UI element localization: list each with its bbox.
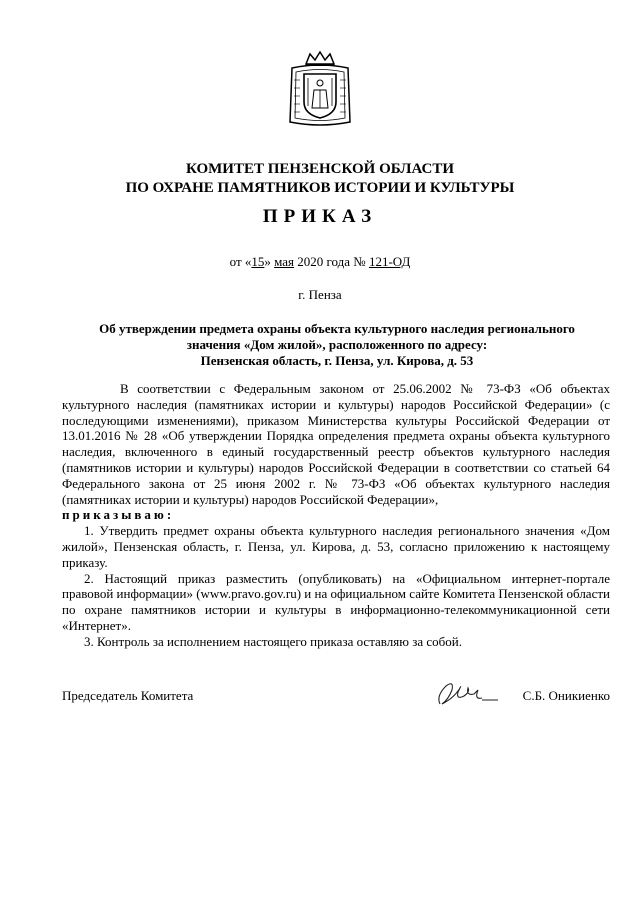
coat-of-arms-icon <box>286 50 354 128</box>
order-item-1: 1. Утвердить предмет охраны объекта культурного наследия регионального значения «Дом жилой», Пензенская область, г. Пенза, ул. Кирова, д. 53, согласно приложению к настоящему приказу. <box>62 523 610 570</box>
signer-name: С.Б. Оникиенко <box>522 688 610 703</box>
preamble-paragraph <box>62 381 610 523</box>
committee-line-1: КОМИТЕТ ПЕНЗЕНСКОЙ ОБЛАСТИ <box>185 161 455 177</box>
order-item-3: 3. Контроль за исполнением настоящего приказа оставляю за собой. <box>84 633 462 649</box>
subject-line-1: Об утверждении предмета охраны объекта культурного наследия регионального <box>99 321 575 336</box>
subject-line-3: Пензенская область, г. Пенза, ул. Кирова, д. 53 <box>200 353 474 368</box>
date-day: 15 <box>251 254 265 269</box>
date-year: 2020 года № <box>294 254 369 269</box>
order-body <box>62 381 610 650</box>
committee-line-2: ПО ОХРАНЕ ПАМЯТНИКОВ ИСТОРИИ И КУЛЬТУРЫ <box>125 180 515 196</box>
order-item-2: 2. Настоящий приказ разместить (опубликовать) на «Официальном интернет-портале правовой информации» (www.pravo.gov.ru) и на официальном сайте Комитета Пензенской области по охране памятников истории и культуры в информационно-телекоммуникационной сети «Интернет». <box>62 570 610 633</box>
preamble-text: В соответствии с Федеральным законом от 25.06.2002 № 73-ФЗ «Об объектах культурного наследия (памятниках истории и культуры) народов Российской Федерации» (с последующими изменениями), приказом Министерства культуры Российской Федерации от 13.01.2016 № 28 «Об утверждении Порядка определения предмета охраны объекта культурного наследия, включенного в единый государственный реестр объектов культурного наследия (памятников истории и культуры) народов Российской Федерации в соответствии со статьей 64 Федерального закона от 25 июня 2002 г. № 73-ФЗ «Об объектах культурного наследия (памятниках истории и культуры) народов Российской Федерации», <box>62 381 610 507</box>
date-prefix: от « <box>229 254 252 269</box>
order-word: приказываю: <box>62 507 175 523</box>
order-number: 121-ОД <box>368 254 411 269</box>
handwritten-signature-icon <box>432 676 502 710</box>
subject-line-2: значения «Дом жилой», расположенного по адресу: <box>186 337 488 352</box>
order-date-line <box>0 254 640 270</box>
signer-title: Председатель Комитета <box>62 688 194 703</box>
city: г. Пенза <box>298 287 342 302</box>
committee-name <box>0 160 640 198</box>
order-subject <box>62 321 612 369</box>
date-mid: » <box>264 254 275 269</box>
order-title: ПРИКАЗ <box>262 206 378 227</box>
date-month: мая <box>274 254 295 269</box>
signature-block <box>62 684 610 712</box>
